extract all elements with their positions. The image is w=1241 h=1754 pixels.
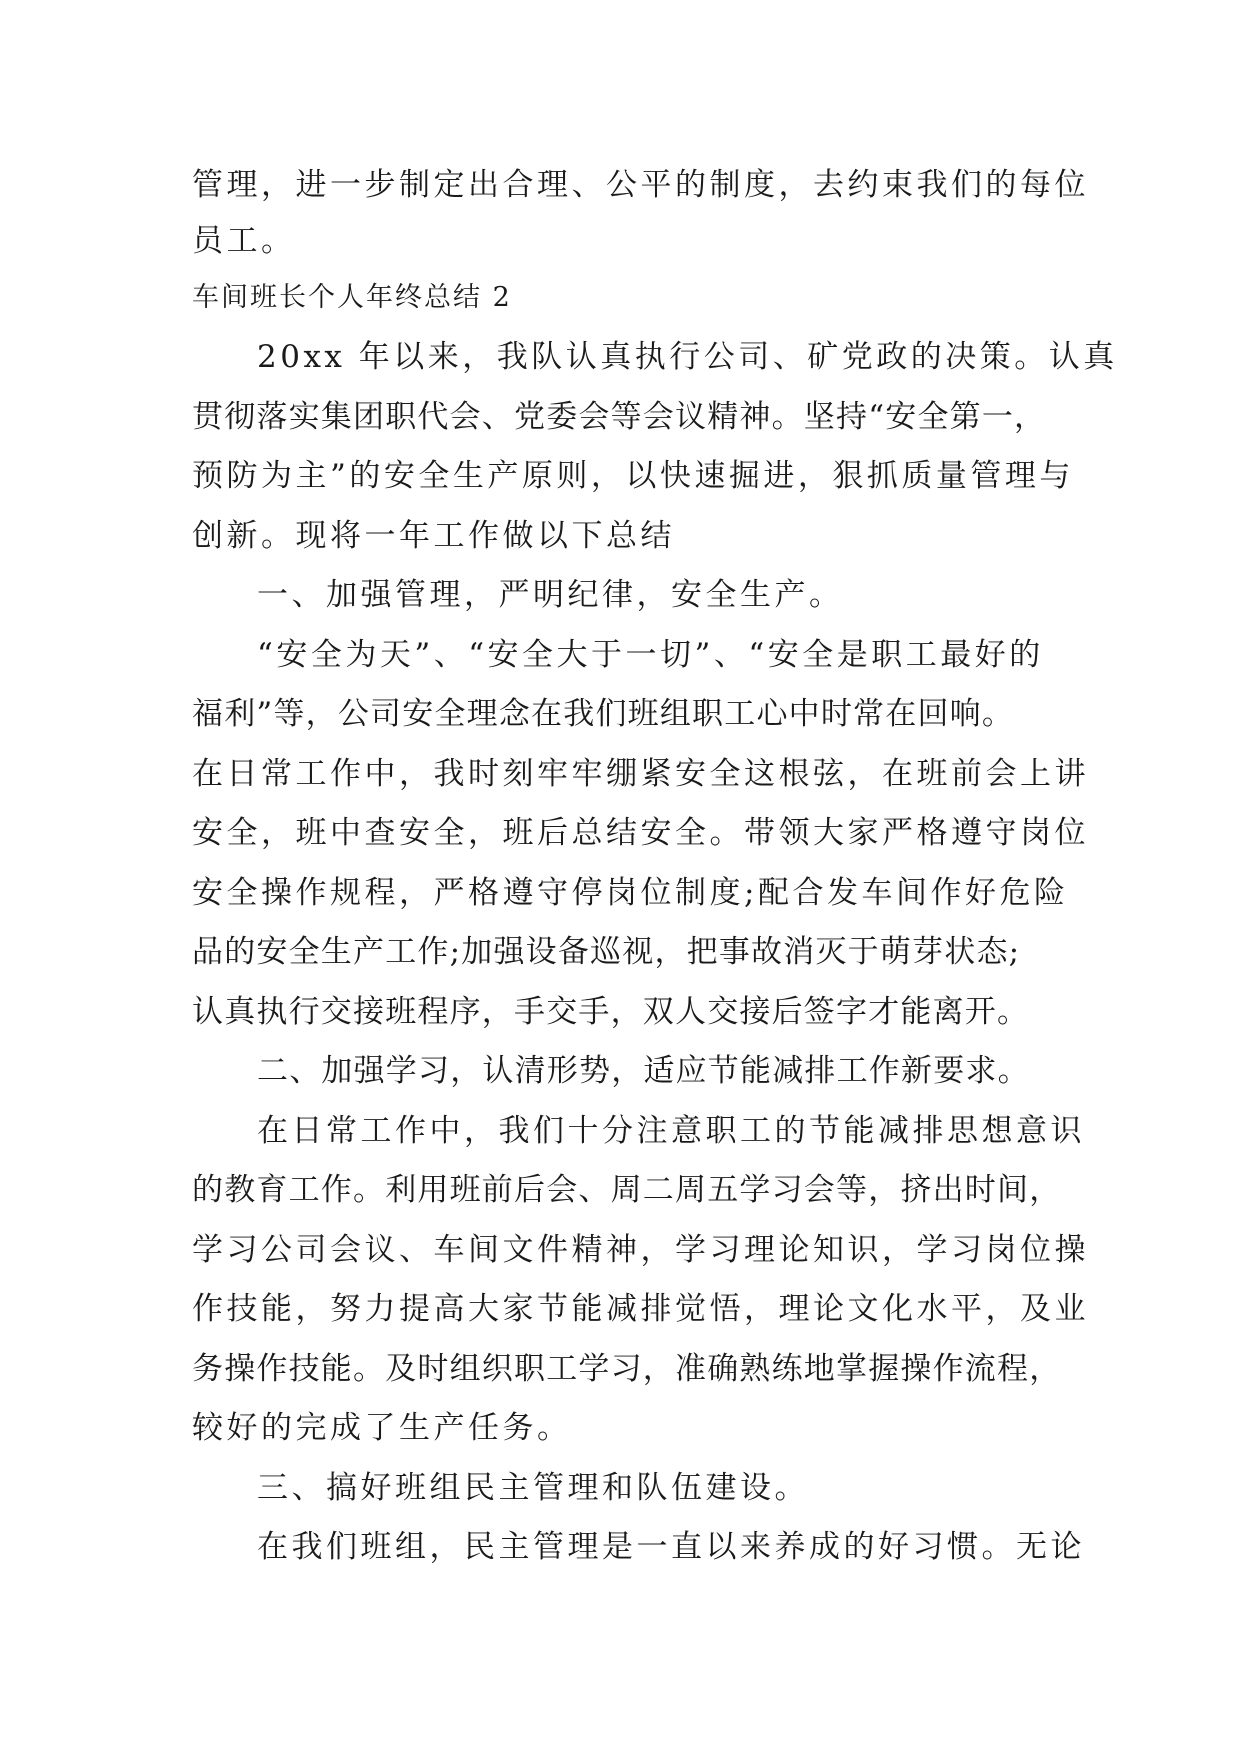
text-line: 福利”等，公司安全理念在我们班组职工心中时常在回响。 [192, 696, 1015, 732]
text-line: 务操作技能。及时组织职工学习，准确熟练地掌握操作流程， [192, 1351, 1062, 1387]
text-line: 在我们班组，民主管理是一直以来养成的好习惯。无论 [257, 1529, 1085, 1565]
text-line: “安全为天”、“安全大于一切”、“安全是职工最好的 [257, 637, 1044, 673]
text-line: 在日常工作中，我时刻牢牢绷紧安全这根弦，在班前会上讲 [192, 756, 1089, 792]
text-line: 贯彻落实集团职代会、党委会等会议精神。坚持“安全第一， [192, 399, 1047, 435]
text-line: 员工。 [192, 223, 296, 259]
text-line: 认真执行交接班程序，手交手，双人交接后签字才能离开。 [192, 994, 1030, 1030]
text-line: 作技能，努力提高大家节能减排觉悟，理论文化水平，及业 [192, 1291, 1089, 1327]
text-line: 的教育工作。利用班前后会、周二周五学习会等，挤出时间， [192, 1172, 1062, 1208]
text-line: 在日常工作中，我们十分注意职工的节能减排思想意识 [257, 1113, 1085, 1149]
text-line: 20xx 年以来，我队认真执行公司、矿党政的决策。认真 [257, 339, 1118, 375]
text-line: 品的安全生产工作;加强设备巡视，把事故消灭于萌芽状态; [192, 934, 1021, 970]
text-line: 预防为主”的安全生产原则，以快速掘进，狠抓质量管理与 [192, 458, 1074, 494]
subheading: 二、加强学习，认清形势，适应节能减排工作新要求。 [257, 1053, 1030, 1089]
text-line: 安全，班中查安全，班后总结安全。带领大家严格遵守岗位 [192, 815, 1089, 851]
subheading: 三、搞好班组民主管理和队伍建设。 [257, 1470, 809, 1506]
text-line: 较好的完成了生产任务。 [192, 1410, 572, 1446]
text-line: 创新。现将一年工作做以下总结 [192, 518, 675, 554]
subheading: 一、加强管理，严明纪律，安全生产。 [257, 577, 844, 613]
section-title: 车间班长个人年终总结 2 [192, 282, 512, 313]
text-line: 安全操作规程，严格遵守停岗位制度;配合发车间作好危险 [192, 875, 1069, 911]
text-line: 管理，进一步制定出合理、公平的制度，去约束我们的每位 [192, 167, 1089, 203]
text-line: 学习公司会议、车间文件精神，学习理论知识，学习岗位操 [192, 1232, 1089, 1268]
